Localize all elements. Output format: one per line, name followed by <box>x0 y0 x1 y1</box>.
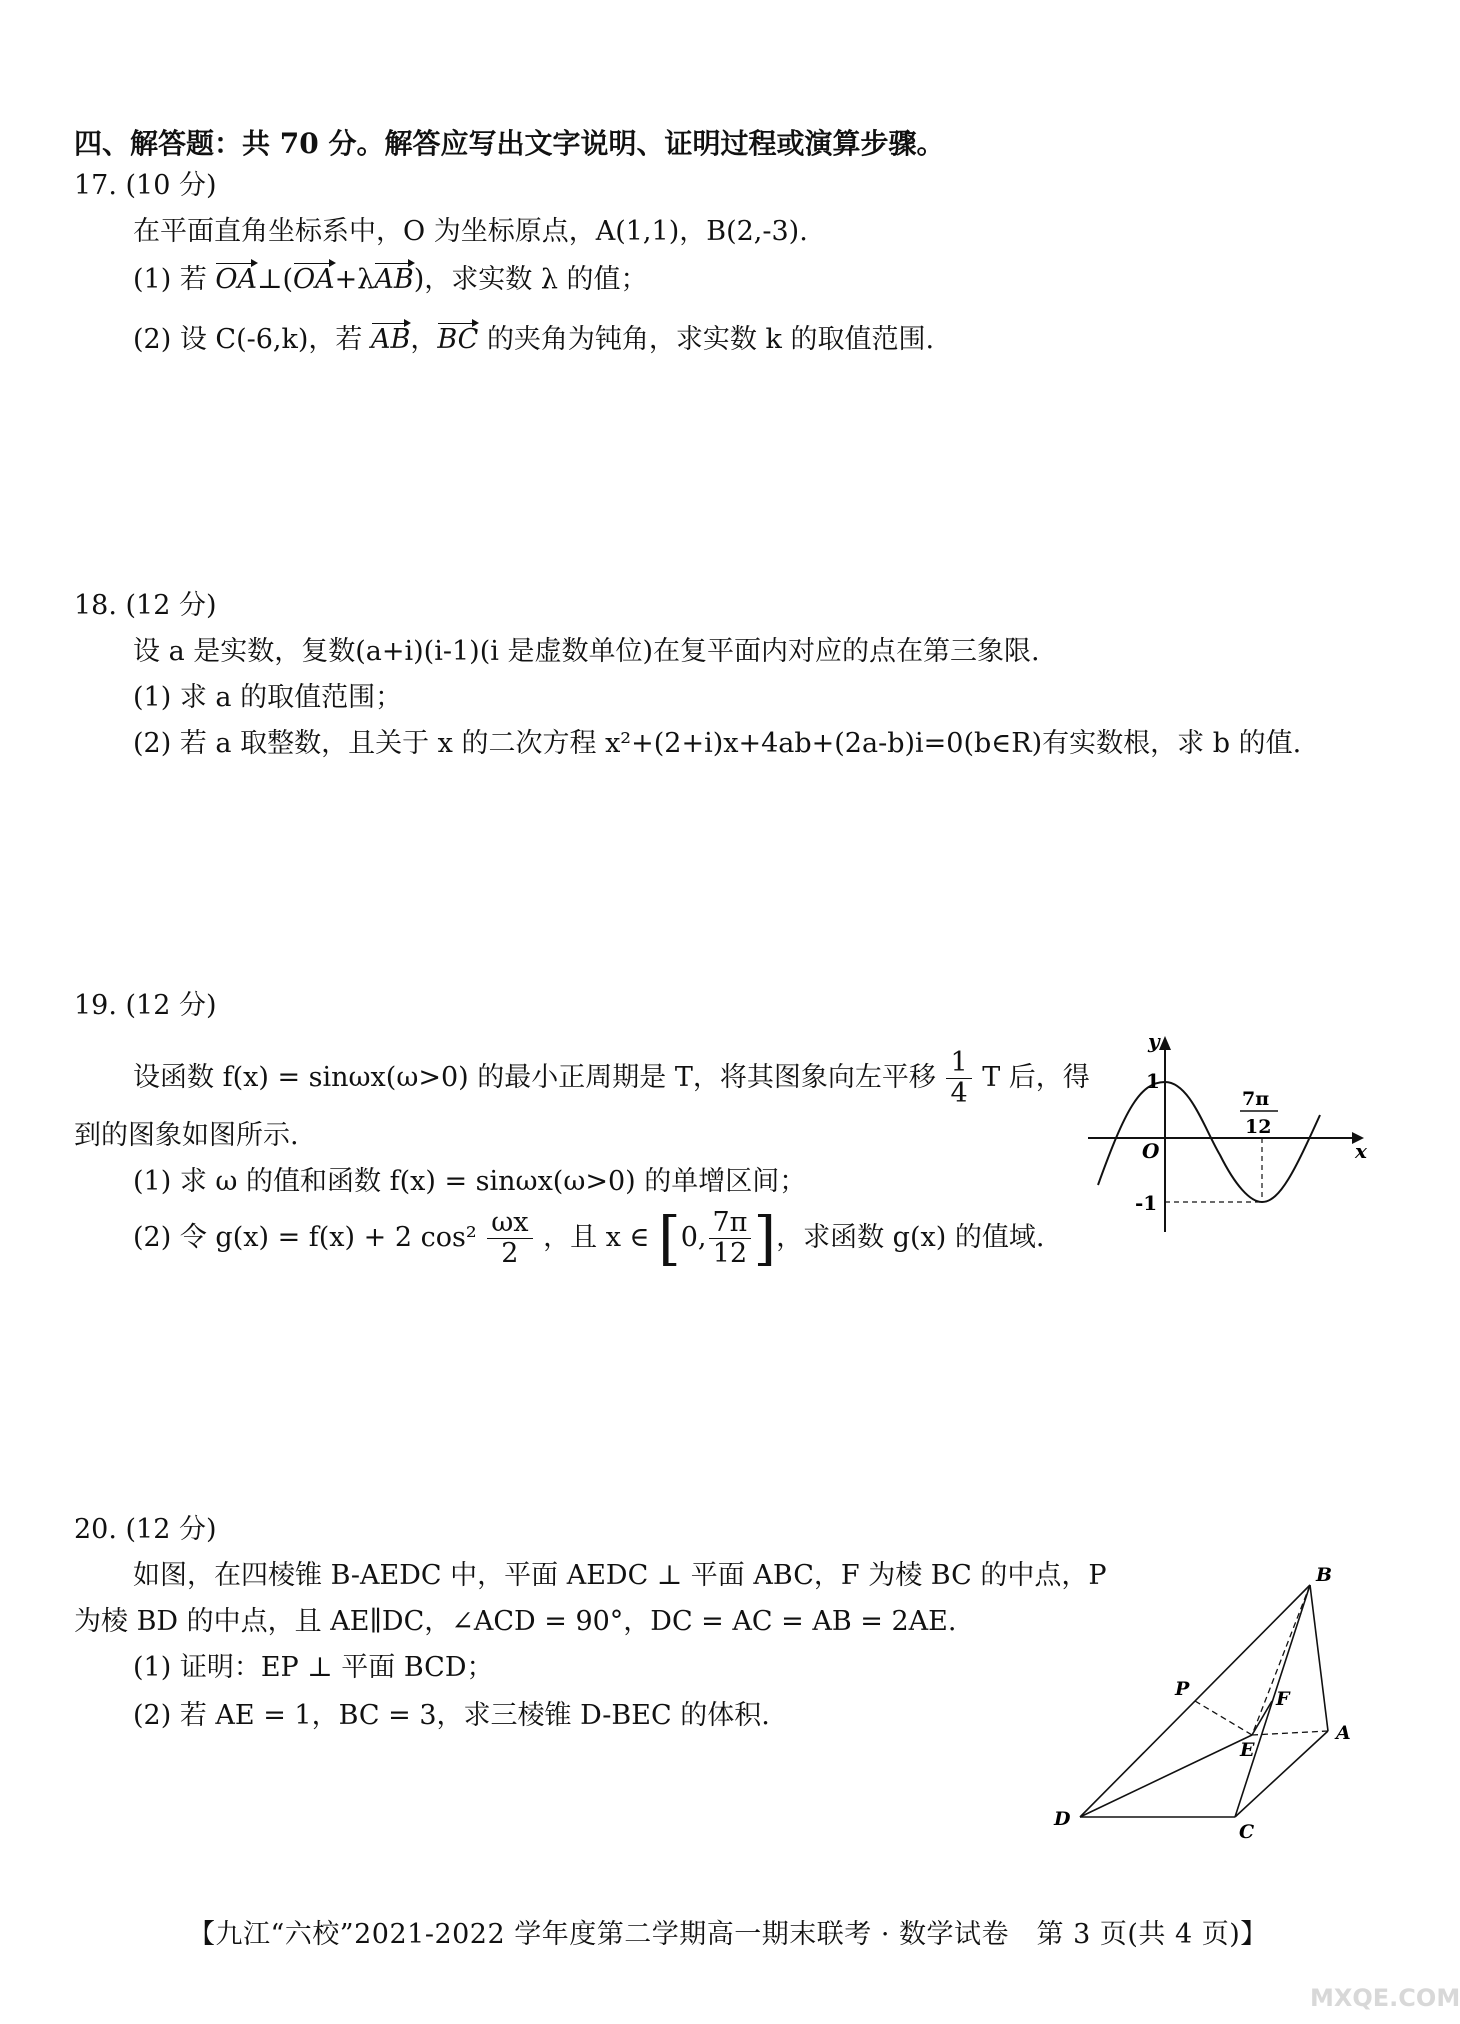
x-label: x <box>1355 1139 1367 1163</box>
edge-DE <box>1080 1735 1252 1817</box>
q19-part2-c: ，求函数 g(x) 的值域. <box>776 1222 1045 1253</box>
q19-part2-a: (2) 令 g(x) = f(x) + 2 cos² <box>133 1222 477 1253</box>
fraction-num: 1 <box>946 1048 971 1079</box>
q19-stem <box>133 1048 1090 1109</box>
vector-AB: AB <box>374 262 413 298</box>
q17-stem: 在平面直角坐标系中，O 为坐标原点，A(1,1)，B(2,-3). <box>133 216 808 247</box>
fraction-one-quarter <box>946 1048 971 1109</box>
y-label: y <box>1148 1029 1160 1053</box>
label-D: D <box>1054 1808 1071 1830</box>
edge-BE <box>1252 1585 1310 1735</box>
vector-OA-2: OA <box>293 262 335 298</box>
q19-part1: (1) 求 ω 的值和函数 f(x) = sinωx(ω>0) 的单增区间； <box>133 1166 807 1197</box>
edge-EF <box>1252 1701 1272 1735</box>
q20-part1: (1) 证明：EP ⊥ 平面 BCD； <box>133 1652 494 1683</box>
q19-cosine-graph <box>1080 1020 1370 1240</box>
q17-part1-prefix: (1) 若 <box>133 264 207 295</box>
y-tick-1: 1 <box>1146 1069 1160 1093</box>
q19-stem-a: 设函数 f(x) = sinωx(ω>0) 的最小正周期是 T，将其图象向左平移 <box>133 1062 936 1093</box>
label-P: P <box>1175 1678 1190 1700</box>
q20-stem-b: 为棱 BD 的中点，且 AE∥DC，∠ACD = 90°，DC = AC = AB = 2AE. <box>74 1606 957 1637</box>
q17-part2-suffix: 的夹角为钝角，求实数 k 的取值范围. <box>486 324 935 355</box>
edge-PE <box>1195 1701 1252 1735</box>
page-footer: 【九江“六校”2021-2022 学年度第二学期高一期末联考 · 数学试卷 第 3 页(共 4 页)】 <box>188 1919 1268 1950</box>
q19-head: 19. (12 分) <box>74 990 217 1021</box>
q20-pyramid-figure <box>1040 1555 1370 1843</box>
label-E: E <box>1240 1739 1255 1761</box>
fraction-den-3: 12 <box>712 1238 748 1269</box>
q18-head: 18. (12 分) <box>74 590 217 621</box>
q19-stem-b: T 后，得 <box>982 1062 1090 1093</box>
fraction-wx-over-2 <box>487 1208 532 1269</box>
q20-part2: (2) 若 AE = 1，BC = 3，求三棱锥 D-BEC 的体积. <box>133 1700 770 1731</box>
fraction-den-2: 2 <box>501 1238 519 1269</box>
origin-label: O <box>1142 1139 1160 1163</box>
y-tick-neg1: -1 <box>1135 1191 1158 1215</box>
q19-part2-b: ，且 x ∈ <box>543 1222 650 1253</box>
vector-BC: BC <box>437 322 478 358</box>
x-mark-den: 12 <box>1245 1116 1272 1138</box>
fraction-den: 4 <box>950 1078 968 1109</box>
vector-OA: OA <box>215 262 257 298</box>
q19-stem-c: 到的图象如图所示. <box>74 1120 299 1151</box>
label-A: A <box>1336 1722 1351 1744</box>
interval-low: 0, <box>680 1222 707 1253</box>
q17-head: 17. (10 分) <box>74 170 217 201</box>
q17-part1: (1) 若 OA⊥(OA+λAB)，求实数 λ 的值； <box>133 262 648 298</box>
watermark-text: MXQE.COM <box>1310 1984 1460 2012</box>
label-B: B <box>1316 1564 1333 1586</box>
vector-AB-2: AB <box>371 322 410 358</box>
q17-part2: (2) 设 C(-6,k)，若 AB，BC 的夹角为钝角，求实数 k 的取值范围. <box>133 322 934 358</box>
edge-BA <box>1310 1585 1328 1731</box>
q20-head: 20. (12 分) <box>74 1514 217 1545</box>
y-axis-arrow <box>1159 1036 1171 1050</box>
label-F: F <box>1276 1688 1290 1710</box>
x-mark-num: 7π <box>1242 1088 1270 1110</box>
q17-part1-suffix: ，求实数 λ 的值； <box>424 264 648 295</box>
q18-stem: 设 a 是实数，复数(a+i)(i-1)(i 是虚数单位)在复平面内对应的点在第三象限. <box>133 636 1040 667</box>
section-header: 四、解答题：共 70 分。解答应写出文字说明、证明过程或演算步骤。 <box>74 127 945 160</box>
q17-part2-prefix: (2) 设 C(-6,k)，若 <box>133 324 363 355</box>
right-bracket: ] <box>753 1204 777 1273</box>
fraction-7pi-12 <box>709 1208 752 1269</box>
left-bracket: [ <box>658 1204 681 1273</box>
fraction-num-2: ωx <box>487 1208 532 1239</box>
fraction-num-3: 7π <box>709 1208 752 1239</box>
label-C: C <box>1239 1821 1255 1843</box>
q18-part2: (2) 若 a 取整数，且关于 x 的二次方程 x²+(2+i)x+4ab+(2a-b)i=0(b∈R)有实数根，求 b 的值. <box>133 728 1302 759</box>
q18-part1: (1) 求 a 的取值范围； <box>133 682 403 713</box>
curve <box>1098 1082 1320 1202</box>
q19-part2 <box>133 1204 1045 1273</box>
q20-stem-a: 如图，在四棱锥 B-AEDC 中，平面 AEDC ⊥ 平面 ABC，F 为棱 BC 的中点，P <box>133 1560 1107 1591</box>
